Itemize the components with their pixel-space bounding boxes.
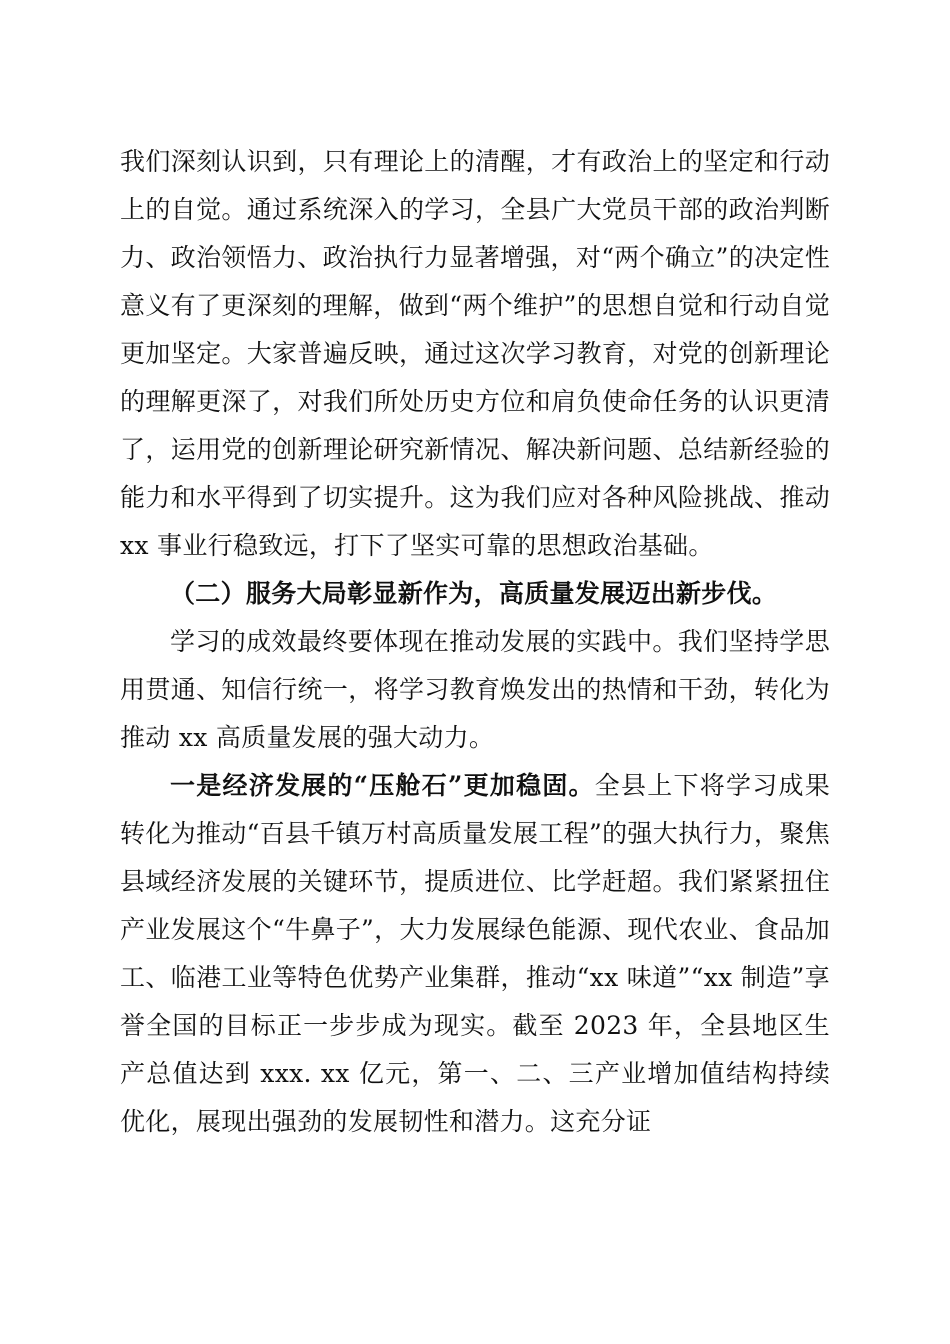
section-heading-2: （二）服务大局彰显新作为，高质量发展迈出新步伐。 <box>170 579 778 608</box>
document-body <box>120 138 830 1146</box>
paragraph-economy <box>120 762 830 1146</box>
paragraph-economy-body: 全县上下将学习成果转化为推动“百县千镇万村高质量发展工程”的强大执行力，聚焦县域经济发展的关键环节，提质进位、比学赶超。我们紧紧扭住产业发展这个“牛鼻子”，大力发展绿色能源、现代农业、食品加工、临港工业等特色优势产业集群，推动“xx 味道”“xx 制造”享誉全国的目标正一步步成为现实。截至 2023 年，全县地区生产总值达到 xxx. xx 亿元，第一、二、三产业增加值结构持续优化，展现出强劲的发展韧性和潜力。这充分证 <box>120 771 830 1136</box>
paragraph-practice: 学习的成效最终要体现在推动发展的实践中。我们坚持学思用贯通、知信行统一，将学习教育焕发出的热情和干劲，转化为推动 xx 高质量发展的强大动力。 <box>120 627 830 752</box>
paragraph-understanding: 我们深刻认识到，只有理论上的清醒，才有政治上的坚定和行动上的自觉。通过系统深入的学习，全县广大党员干部的政治判断力、政治领悟力、政治执行力显著增强，对“两个确立”的决定性意义有了更深刻的理解，做到“两个维护”的思想自觉和行动自觉更加坚定。大家普遍反映，通过这次学习教育，对党的创新理论的理解更深了，对我们所处历史方位和肩负使命任务的认识更清了，运用党的创新理论研究新情况、解决新问题、总结新经验的能力和水平得到了切实提升。这为我们应对各种风险挑战、推动 xx 事业行稳致远，打下了坚实可靠的思想政治基础。 <box>120 147 830 560</box>
paragraph-economy-lead: 一是经济发展的“压舱石”更加稳固。 <box>170 771 595 800</box>
